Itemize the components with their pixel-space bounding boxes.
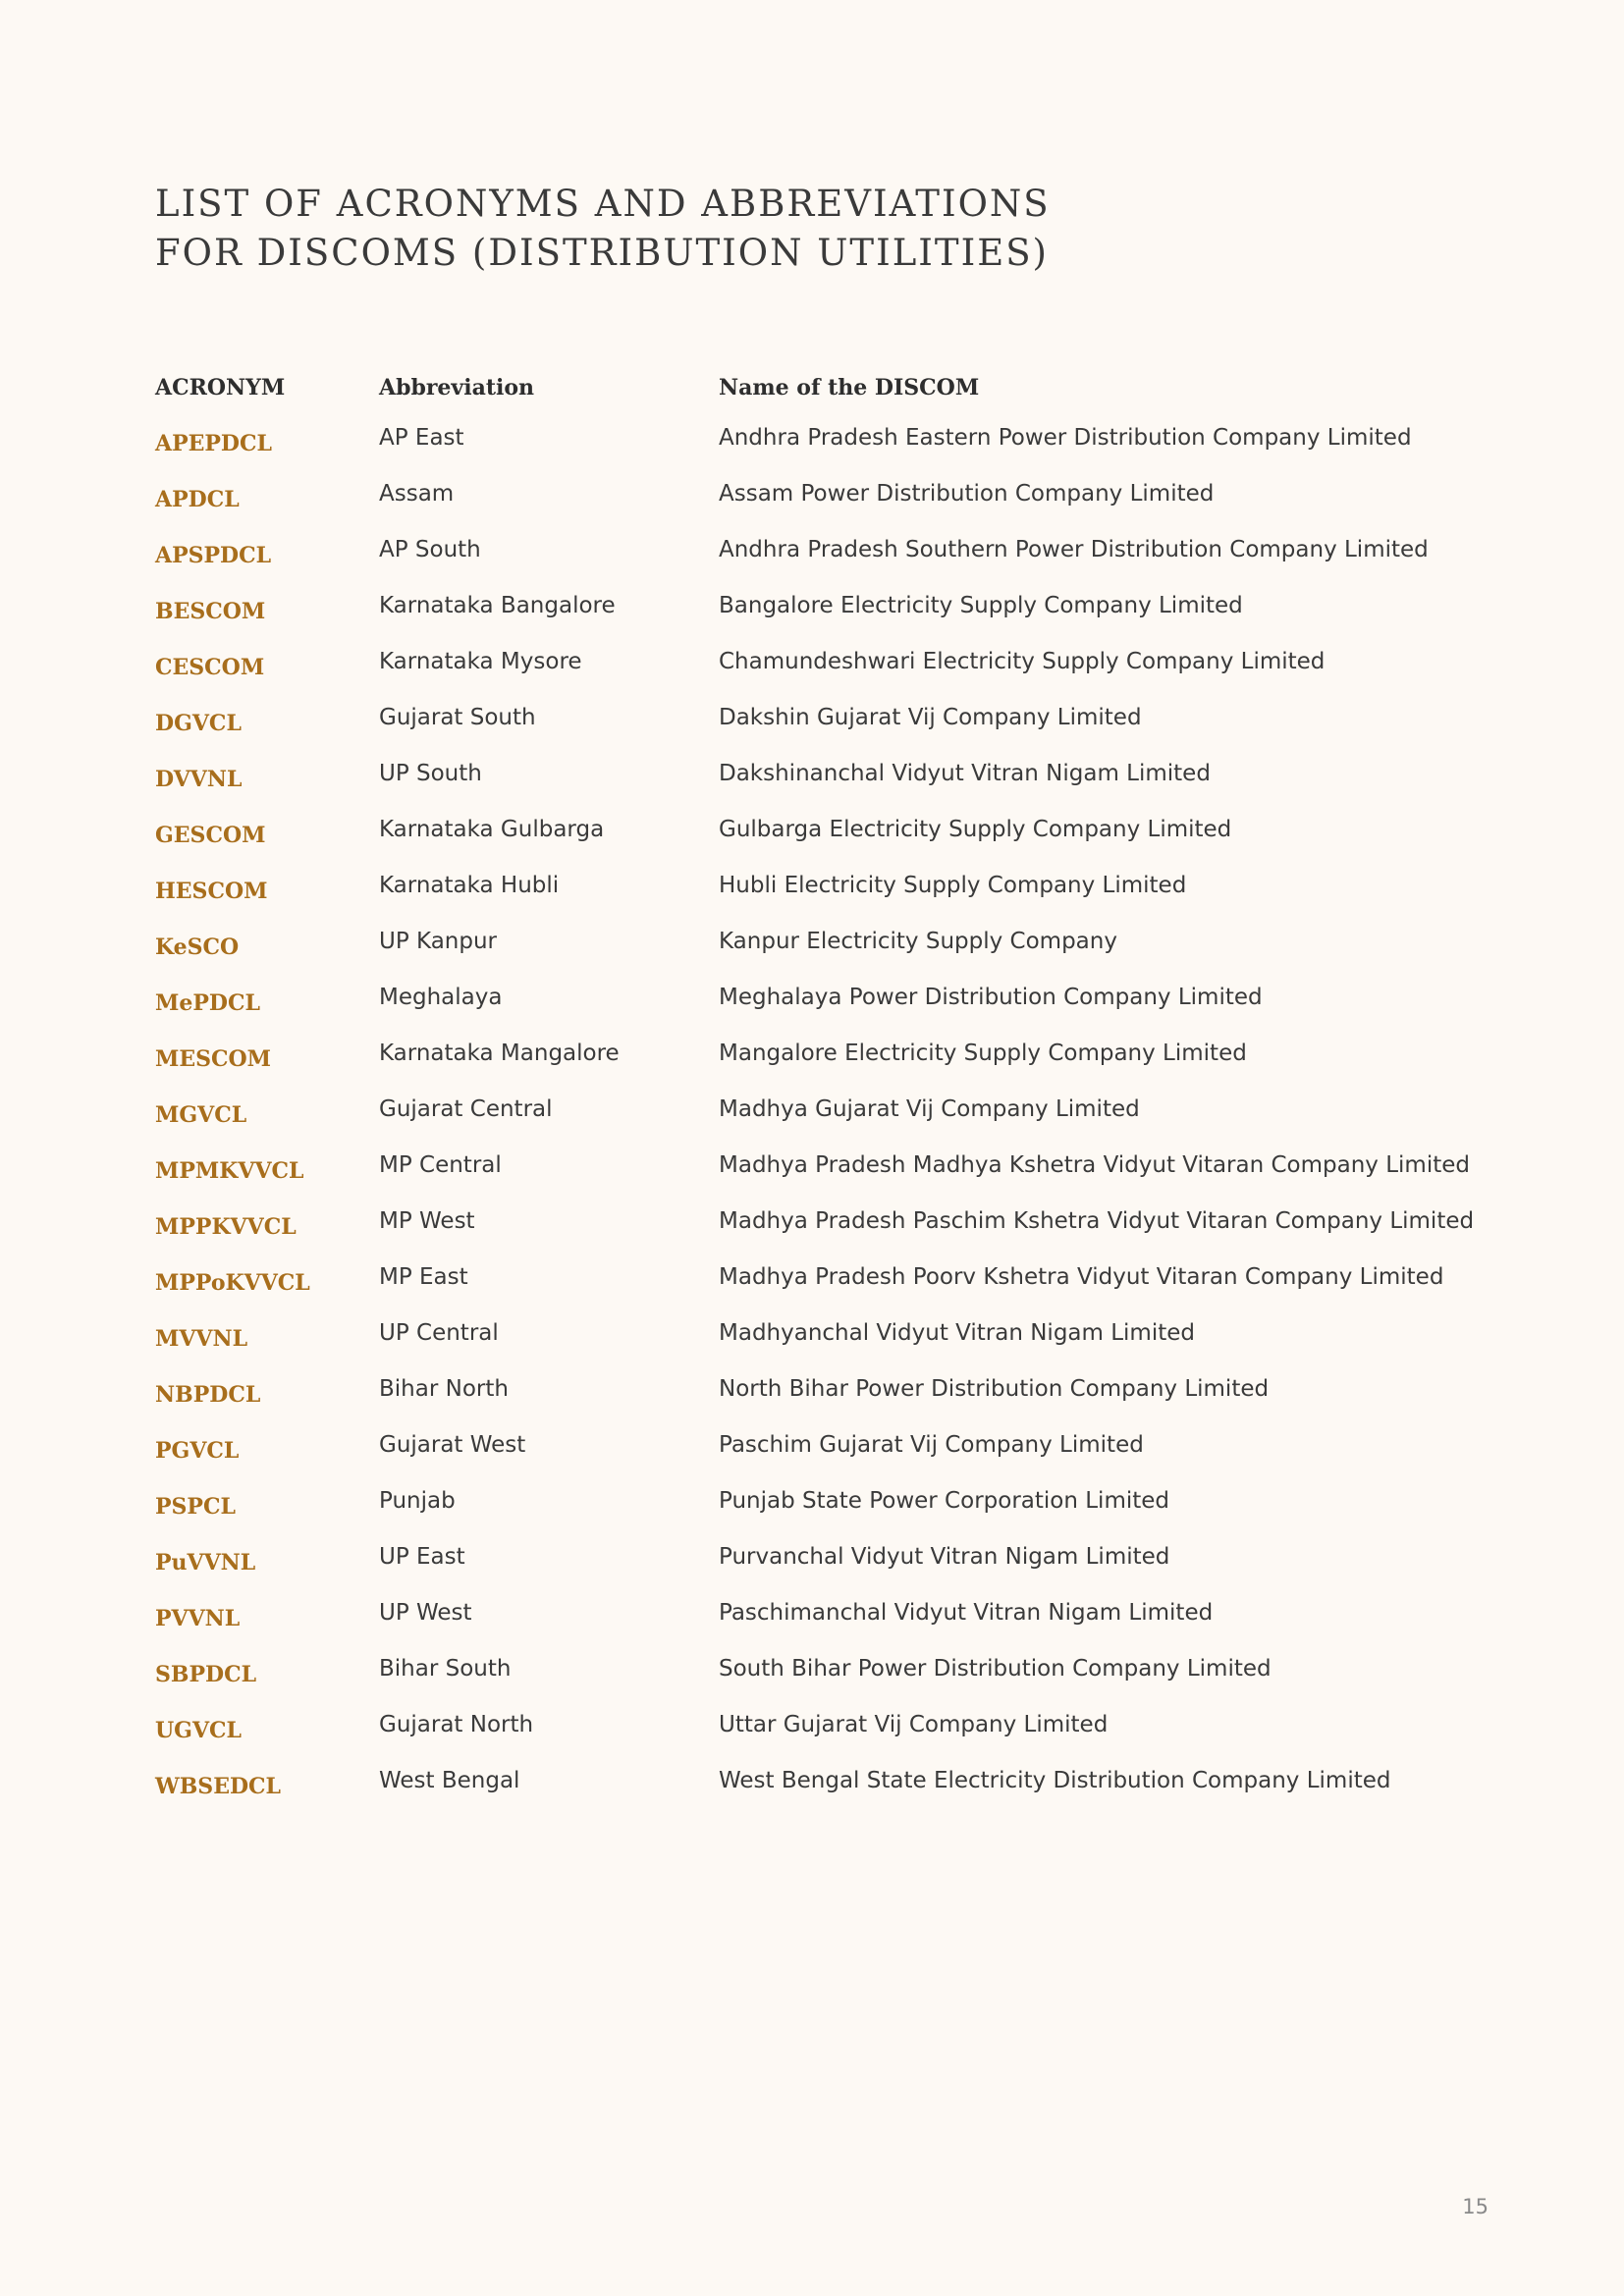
table-row (155, 649, 1510, 705)
acronym-cell: DGVCL (155, 711, 242, 736)
acronym-cell: HESCOM (155, 879, 268, 904)
table-row (155, 1432, 1510, 1488)
abbreviation-cell: West Bengal (379, 1768, 520, 1793)
abbreviation-cell: Gujarat Central (379, 1096, 553, 1122)
abbreviation-cell: UP South (379, 761, 482, 786)
header-discom-name: Name of the DISCOM (719, 375, 980, 400)
discom-name-cell: Madhya Pradesh Paschim Kshetra Vidyut Vitaran Company Limited (719, 1208, 1475, 1234)
table-row (155, 425, 1510, 481)
abbreviation-cell: AP East (379, 425, 464, 451)
abbreviation-cell: AP South (379, 537, 481, 562)
table-row (155, 817, 1510, 873)
discom-name-cell: Gulbarga Electricity Supply Company Limited (719, 817, 1232, 842)
acronym-cell: APDCL (155, 487, 240, 512)
discom-name-cell: Purvanchal Vidyut Vitran Nigam Limited (719, 1544, 1170, 1570)
acronym-table (155, 367, 1510, 1824)
table-row (155, 1320, 1510, 1376)
abbreviation-cell: Gujarat West (379, 1432, 526, 1458)
page-title-line-2: FOR DISCOMS (DISTRIBUTION UTILITIES) (155, 232, 1049, 274)
acronym-cell: BESCOM (155, 599, 266, 624)
abbreviation-cell: Karnataka Hubli (379, 873, 560, 898)
abbreviation-cell: Meghalaya (379, 985, 503, 1010)
abbreviation-cell: MP Central (379, 1152, 502, 1178)
table-row (155, 761, 1510, 817)
abbreviation-cell: Gujarat South (379, 705, 536, 730)
acronym-cell: MPPKVVCL (155, 1214, 297, 1240)
discom-name-cell: Kanpur Electricity Supply Company (719, 929, 1117, 954)
acronym-cell: APSPDCL (155, 543, 272, 568)
acronym-cell: PSPCL (155, 1494, 236, 1520)
table-header-row (155, 367, 1510, 425)
discom-name-cell: South Bihar Power Distribution Company Limited (719, 1656, 1272, 1682)
abbreviation-cell: MP West (379, 1208, 475, 1234)
discom-name-cell: Punjab State Power Corporation Limited (719, 1488, 1170, 1514)
acronym-cell: MVVNL (155, 1326, 248, 1352)
acronym-cell: APEPDCL (155, 431, 272, 456)
discom-name-cell: Madhya Pradesh Madhya Kshetra Vidyut Vitaran Company Limited (719, 1152, 1470, 1178)
table-row (155, 481, 1510, 537)
discom-name-cell: Uttar Gujarat Vij Company Limited (719, 1712, 1109, 1737)
discom-name-cell: Paschimanchal Vidyut Vitran Nigam Limited (719, 1600, 1214, 1626)
acronym-cell: PuVVNL (155, 1550, 256, 1575)
abbreviation-cell: Assam (379, 481, 455, 507)
table-row (155, 929, 1510, 985)
acronym-cell: MESCOM (155, 1046, 272, 1072)
table-row (155, 1152, 1510, 1208)
acronym-cell: UGVCL (155, 1718, 243, 1743)
abbreviation-cell: Punjab (379, 1488, 456, 1514)
acronym-cell: MPMKVVCL (155, 1158, 304, 1184)
discom-name-cell: Andhra Pradesh Eastern Power Distribution Company Limited (719, 425, 1412, 451)
table-row (155, 1712, 1510, 1768)
table-row (155, 1488, 1510, 1544)
acronym-cell: PVVNL (155, 1606, 241, 1631)
discom-name-cell: West Bengal State Electricity Distribution Company Limited (719, 1768, 1391, 1793)
table-row (155, 1096, 1510, 1152)
table-body (155, 425, 1510, 1824)
discom-name-cell: Madhyanchal Vidyut Vitran Nigam Limited (719, 1320, 1195, 1346)
table-row (155, 1376, 1510, 1432)
discom-name-cell: Madhya Gujarat Vij Company Limited (719, 1096, 1140, 1122)
discom-name-cell: Andhra Pradesh Southern Power Distribution Company Limited (719, 537, 1429, 562)
acronym-cell: KeSCO (155, 934, 240, 960)
abbreviation-cell: MP East (379, 1264, 468, 1290)
table-row (155, 593, 1510, 649)
table-row (155, 1041, 1510, 1096)
abbreviation-cell: Bihar South (379, 1656, 512, 1682)
page-number: 15 (1462, 2195, 1489, 2218)
header-abbreviation: Abbreviation (379, 375, 535, 400)
header-acronym: ACRONYM (155, 375, 286, 400)
discom-name-cell: Hubli Electricity Supply Company Limited (719, 873, 1187, 898)
abbreviation-cell: UP East (379, 1544, 465, 1570)
abbreviation-cell: UP Central (379, 1320, 499, 1346)
discom-name-cell: Paschim Gujarat Vij Company Limited (719, 1432, 1144, 1458)
table-row (155, 1768, 1510, 1824)
abbreviation-cell: UP West (379, 1600, 472, 1626)
discom-name-cell: Dakshinanchal Vidyut Vitran Nigam Limited (719, 761, 1211, 786)
table-row (155, 873, 1510, 929)
abbreviation-cell: Karnataka Gulbarga (379, 817, 605, 842)
table-row (155, 985, 1510, 1041)
page-title-line-1: LIST OF ACRONYMS AND ABBREVIATIONS (155, 183, 1051, 225)
acronym-cell: WBSEDCL (155, 1774, 282, 1799)
table-row (155, 1600, 1510, 1656)
discom-name-cell: Dakshin Gujarat Vij Company Limited (719, 705, 1142, 730)
table-row (155, 1264, 1510, 1320)
discom-name-cell: Mangalore Electricity Supply Company Limited (719, 1041, 1247, 1066)
abbreviation-cell: Bihar North (379, 1376, 509, 1402)
discom-name-cell: Meghalaya Power Distribution Company Limited (719, 985, 1263, 1010)
abbreviation-cell: Karnataka Bangalore (379, 593, 616, 618)
acronym-cell: SBPDCL (155, 1662, 257, 1687)
table-row (155, 1544, 1510, 1600)
acronym-cell: MPPoKVVCL (155, 1270, 310, 1296)
acronym-cell: DVVNL (155, 767, 243, 792)
table-row (155, 1208, 1510, 1264)
discom-name-cell: Chamundeshwari Electricity Supply Company Limited (719, 649, 1326, 674)
acronym-cell: NBPDCL (155, 1382, 261, 1408)
discom-name-cell: Madhya Pradesh Poorv Kshetra Vidyut Vitaran Company Limited (719, 1264, 1444, 1290)
abbreviation-cell: Gujarat North (379, 1712, 534, 1737)
discom-name-cell: Bangalore Electricity Supply Company Limited (719, 593, 1243, 618)
acronym-cell: MGVCL (155, 1102, 247, 1128)
discom-name-cell: North Bihar Power Distribution Company Limited (719, 1376, 1270, 1402)
page-title (155, 180, 1051, 278)
acronym-cell: CESCOM (155, 655, 265, 680)
abbreviation-cell: Karnataka Mangalore (379, 1041, 620, 1066)
abbreviation-cell: UP Kanpur (379, 929, 497, 954)
table-row (155, 537, 1510, 593)
acronym-cell: MePDCL (155, 990, 260, 1016)
acronym-cell: GESCOM (155, 823, 266, 848)
table-row (155, 705, 1510, 761)
acronym-cell: PGVCL (155, 1438, 240, 1464)
table-row (155, 1656, 1510, 1712)
discom-name-cell: Assam Power Distribution Company Limited (719, 481, 1215, 507)
abbreviation-cell: Karnataka Mysore (379, 649, 582, 674)
